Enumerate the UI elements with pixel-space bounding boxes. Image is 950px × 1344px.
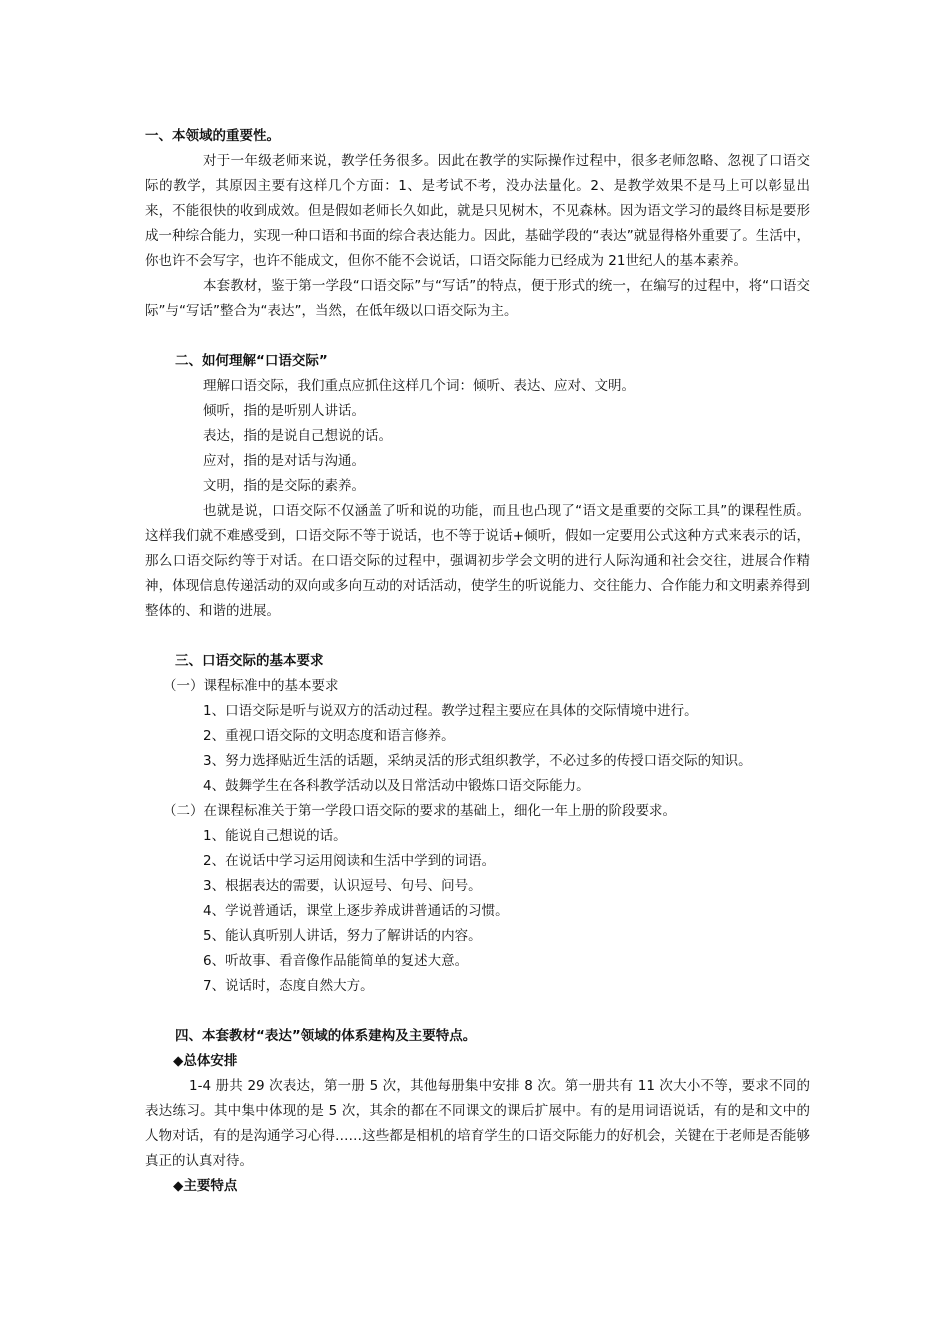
stage-requirement-item: 3、根据表达的需要，认识逗号、句号、问号。 <box>203 878 482 894</box>
stage-requirement-item: 6、听故事、看音像作品能简单的复述大意。 <box>203 953 469 969</box>
stage-requirement-item: 1、能说自己想说的话。 <box>203 828 347 844</box>
bullet-main-features: ◆主要特点 <box>173 1178 238 1194</box>
bullet-overall-arrangement: ◆总体安排 <box>173 1053 238 1069</box>
stage-requirement-item: 7、说话时，态度自然大方。 <box>203 978 374 994</box>
section-2-line: 文明，指的是交际的素养。 <box>203 478 365 494</box>
spacer <box>145 324 810 349</box>
spacer <box>145 624 810 649</box>
document-page <box>145 124 810 1199</box>
requirement-item: 4、鼓舞学生在各科教学活动以及日常活动中锻炼口语交际能力。 <box>203 778 590 794</box>
section-4-heading: 四、本套教材“表达”领域的体系建构及主要特点。 <box>175 1028 477 1044</box>
section-1-paragraph-2: 本套教材，鉴于第一学段“口语交际”与“写话”的特点，便于形式的统一，在编写的过程中，将“口语交际”与“写话”整合为“表达”，当然，在低年级以口语交际为主。 <box>145 278 810 319</box>
section-2-line: 应对，指的是对话与沟通。 <box>203 453 365 469</box>
section-2-heading: 二、如何理解“口语交际” <box>175 353 328 369</box>
section-2-paragraph: 也就是说，口语交际不仅涵盖了听和说的功能，而且也凸现了“语文是重要的交际工具”的课程性质。这样我们就不难感受到，口语交际不等于说话，也不等于说话+倾听，假如一定要用公式这种方式来表示的话，那么口语交际约等于对话。在口语交际的过程中，强调初步学会文明的进行人际沟通和社会交往，进展合作精神，体现信息传递活动的双向或多向互动的对话活动，使学生的听说能力、交往能力、合作能力和文明素养得到整体的、和谐的进展。 <box>145 503 810 619</box>
section-3-subheading-2: （二）在课程标准关于第一学段口语交际的要求的基础上，细化一年上册的阶段要求。 <box>163 803 676 819</box>
section-2-line: 理解口语交际，我们重点应抓住这样几个词：倾听、表达、应对、文明。 <box>203 378 635 394</box>
section-1-paragraph-1: 对于一年级老师来说，教学任务很多。因此在教学的实际操作过程中，很多老师忽略、忽视了口语交际的教学，其原因主要有这样几个方面：1、是考试不考，没办法量化。2、是教学效果不是马上可以彰显出来，不能很快的收到成效。但是假如老师长久如此，就是只见树木，不见森林。因为语文学习的最终目标是要形成一种综合能力，实现一种口语和书面的综合表达能力。因此，基础学段的“表达”就显得格外重要了。生活中，你也许不会写字，也许不能成文，但你不能不会说话，口语交际能力已经成为 21世纪人的基本素养。 <box>145 153 810 269</box>
section-2-line: 倾听，指的是听别人讲话。 <box>203 403 365 419</box>
requirement-item: 2、重视口语交际的文明态度和语言修养。 <box>203 728 455 744</box>
section-3-subheading-1: （一）课程标准中的基本要求 <box>163 678 339 694</box>
requirement-item: 1、口语交际是听与说双方的活动过程。教学过程主要应在具体的交际情境中进行。 <box>203 703 698 719</box>
stage-requirement-item: 5、能认真听别人讲话，努力了解讲话的内容。 <box>203 928 482 944</box>
section-2-line: 表达，指的是说自己想说的话。 <box>203 428 392 444</box>
spacer <box>145 999 810 1024</box>
stage-requirement-item: 2、在说话中学习运用阅读和生活中学到的词语。 <box>203 853 496 869</box>
section-1-heading: 一、本领域的重要性。 <box>145 128 280 144</box>
section-3-heading: 三、口语交际的基本要求 <box>175 653 324 669</box>
requirement-item: 3、努力选择贴近生活的话题，采纳灵活的形式组织教学，不必过多的传授口语交际的知识。 <box>203 753 752 769</box>
section-4-paragraph: 1-4 册共 29 次表达，第一册 5 次，其他每册集中安排 8 次。第一册共有 11 次大小不等，要求不同的表达练习。其中集中体现的是 5 次，其余的都在不同课文的课后扩展中。有的是用词语说话，有的是和文中的人物对话，有的是沟通学习心得……这些都是相机的培育学生的口语交际能力的好机会，关键在于老师是否能够真正的认真对待。 <box>145 1078 810 1169</box>
stage-requirement-item: 4、学说普通话，课堂上逐步养成讲普通话的习惯。 <box>203 903 509 919</box>
